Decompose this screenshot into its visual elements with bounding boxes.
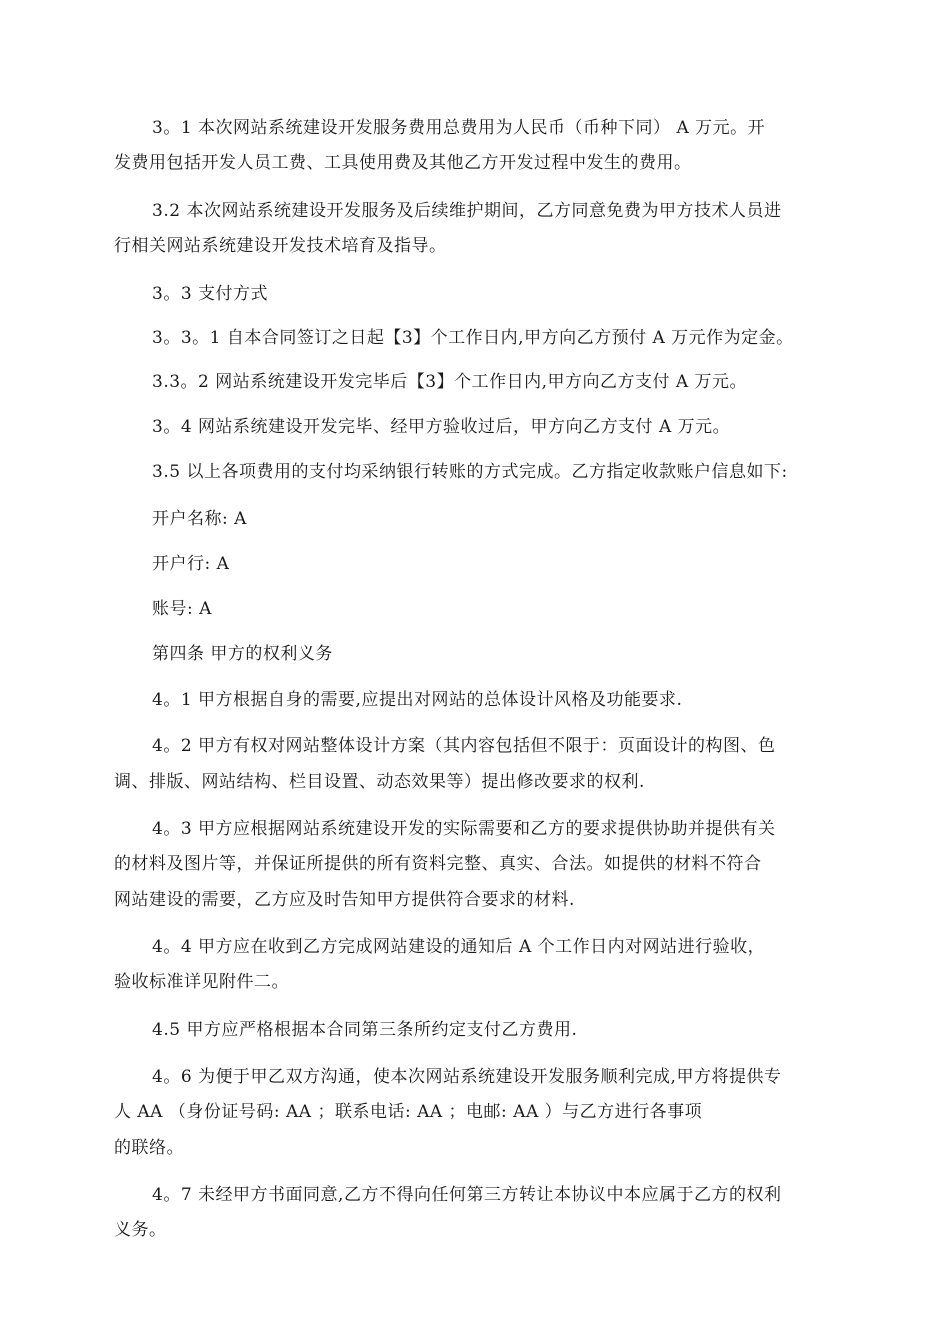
clause-4-7-line-1: 4。7 未经甲方书面同意,乙方不得向任何第三方转让本协议中本应属于乙方的权利 [152, 1185, 782, 1205]
clause-3-1-line-2: 发费用包括开发人员工费、工具使用费及其他乙方开发过程中发生的费用。 [114, 153, 692, 173]
clause-4-3-line-1: 4。3 甲方应根据网站系统建设开发的实际需要和乙方的要求提供协助并提供有关 [152, 819, 776, 839]
clause-4-3-line-2: 的材料及图片等，并保证所提供的所有资料完整、真实、合法。如提供的材料不符合 [114, 854, 762, 874]
clause-3-2-line-1: 3.2 本次网站系统建设开发服务及后续维护期间，乙方同意免费为甲方技术人员进 [152, 201, 782, 221]
clause-4-1: 4。1 甲方根据自身的需要,应提出对网站的总体设计风格及功能要求. [152, 690, 683, 710]
clause-3-2-line-2: 行相关网站系统建设开发技术培育及指导。 [114, 236, 447, 256]
clause-4-2-line-1: 4。2 甲方有权对网站整体设计方案（其内容包括但不限于：页面设计的构图、色 [152, 736, 776, 756]
clause-4-2-line-2: 调、排版、网站结构、栏目设置、动态效果等）提出修改要求的权利. [114, 772, 645, 792]
clause-4-4-line-1: 4。4 甲方应在收到乙方完成网站建设的通知后 A 个工作日内对网站进行验收， [152, 937, 766, 957]
clause-4-4-line-2: 验收标准详见附件二。 [114, 972, 289, 992]
clause-3-3-heading: 3。3 支付方式 [152, 284, 269, 304]
clause-4-7-line-2: 义务。 [114, 1220, 167, 1240]
account-number: 账号: A [152, 599, 212, 619]
clause-3-3-2: 3.3。2 网站系统建设开发完毕后【3】个工作日内,甲方向乙方支付 A 万元。 [152, 372, 748, 392]
clause-4-6-line-2: 人 AA （身份证号码: AA ；联系电话: AA ；电邮: AA ）与乙方进行各事项 [114, 1102, 703, 1122]
clause-3-3-1: 3。3。1 自本合同签订之日起【3】个工作日内,甲方向乙方预付 A 万元作为定金。 [152, 328, 794, 348]
clause-4-6-line-3: 的联络。 [114, 1138, 184, 1158]
clause-3-4: 3。4 网站系统建设开发完毕、经甲方验收过后，甲方向乙方支付 A 万元。 [152, 417, 731, 437]
clause-4-3-line-3: 网站建设的需要，乙方应及时告知甲方提供符合要求的材料. [114, 890, 575, 910]
article-4-heading: 第四条 甲方的权利义务 [152, 644, 333, 664]
account-name: 开户名称: A [152, 509, 247, 529]
clause-3-5: 3.5 以上各项费用的支付均采纳银行转账的方式完成。乙方指定收款账户信息如下: [152, 462, 788, 482]
clause-4-6-line-1: 4。6 为便于甲乙双方沟通，使本次网站系统建设开发服务顺利完成,甲方将提供专 [152, 1067, 782, 1087]
clause-3-1-line-1: 3。1 本次网站系统建设开发服务费用总费用为人民币（币种下同） A 万元。开 [152, 118, 766, 138]
clause-4-5: 4.5 甲方应严格根据本合同第三条所约定支付乙方费用. [152, 1020, 578, 1040]
account-bank: 开户行: A [152, 554, 230, 574]
